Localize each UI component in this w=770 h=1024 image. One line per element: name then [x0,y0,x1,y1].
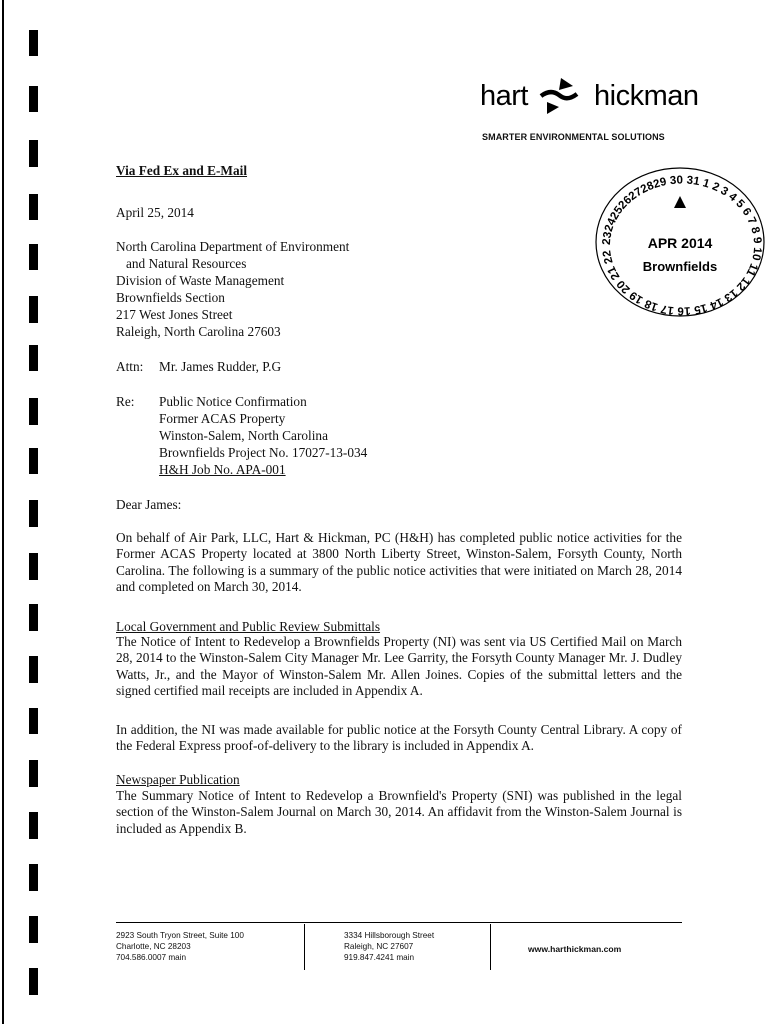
scan-binding-mark [29,500,38,527]
stamp-date: APR 2014 [647,235,713,251]
scan-binding-mark [29,448,38,474]
scan-binding-mark [29,708,38,734]
body-paragraph-library: In addition, the NI was made available for public notice at the Forsyth County Central Library. A copy of the Federal Express proof-of-delivery to the library is included in Appendix A. [116,722,682,754]
logo-mark-icon [537,76,581,116]
scan-binding-mark [29,916,38,943]
address-line: Division of Waste Management [116,273,285,288]
footer-line: 2923 South Tryon Street, Suite 100 [116,931,244,940]
scan-edge-line [2,0,4,1024]
footer-divider [490,924,491,970]
attn-label: Attn: [116,359,144,374]
intro-paragraph: On behalf of Air Park, LLC, Hart & Hickman, PC (H&H) has completed public notice activities for the Former ACAS Property located at 3800 North Liberty Street, Winston-Salem, Forsyth County, North Carolina. The following is a summary of the public notice activities that were initiated on March 28, 2014 and completed on March 30, 2014. [116,530,682,594]
scan-binding-mark [29,194,38,220]
scan-binding-mark [29,604,38,631]
delivery-method: Via Fed Ex and E-Mail [116,163,248,178]
footer-line: Raleigh, NC 27607 [344,942,414,951]
salutation: Dear James: [116,497,182,512]
letter-date: April 25, 2014 [116,205,194,220]
footer-line: 919.847.4241 main [344,953,415,962]
body-paragraph-submittals: The Notice of Intent to Redevelop a Brownfields Property (NI) was sent via US Certified Mail on March 28, 2014 to the Winston-Salem City Manager Mr. Lee Garrity, the Forsyth County Manager Mr. J. Dudley Watts, Jr., and the Mayor of Winston-Salem Mr. Allen Joines. Copies of the submittal letters and the signed certified mail receipts are included in Appendix A. [116,634,682,698]
footer-divider [304,924,305,970]
logo-word-hickman: hickman [594,80,699,112]
address-line: Brownfields Section [116,290,225,305]
address-line: Raleigh, North Carolina 27603 [116,324,281,339]
footer-office-raleigh [344,930,434,963]
body-paragraph-newspaper: The Summary Notice of Intent to Redevelop a Brownfield's Property (SNI) was published in the legal section of the Winston-Salem Journal on March 30, 2014. An affidavit from the Winston-Salem Journal is included as Appendix B. [116,788,682,836]
scan-binding-mark [29,30,38,56]
address-line: 217 West Jones Street [116,307,233,322]
scan-binding-mark [29,760,38,787]
subject-line: Former ACAS Property [159,411,286,426]
stamp-section: Brownfields [642,259,718,274]
re-label: Re: [116,394,135,409]
scan-binding-mark [29,656,38,683]
footer-website-link[interactable]: www.harthickman.com [528,944,622,954]
logo-word-hart: hart [480,80,528,112]
scan-binding-mark [29,345,38,371]
received-stamp [580,160,770,330]
company-logo [480,76,699,116]
stamp-arrow-icon [674,196,686,208]
scan-binding-mark [29,244,38,270]
address-line: and Natural Resources [126,256,247,271]
subject-line: Public Notice Confirmation [159,394,307,409]
footer-office-charlotte [116,930,244,963]
scan-binding-mark [29,398,38,425]
scan-binding-mark [29,296,38,323]
scan-binding-mark [29,86,38,112]
footer-line: 704.586.0007 main [116,953,187,962]
section-heading-local-government: Local Government and Public Review Submittals [116,619,381,634]
subject-line: Brownfields Project No. 17027-13-034 [159,445,368,460]
footer-line: Charlotte, NC 28203 [116,942,191,951]
scan-binding-mark [29,864,38,891]
scan-binding-mark [29,812,38,839]
section-heading-newspaper: Newspaper Publication [116,772,240,787]
scan-binding-mark [29,968,38,995]
address-line: North Carolina Department of Environment [116,239,350,254]
subject-line: Winston-Salem, North Carolina [159,428,328,443]
scan-binding-mark [29,140,38,167]
footer-rule [116,922,682,923]
scan-binding-mark [29,553,38,580]
attn-value: Mr. James Rudder, P.G [159,359,282,374]
stamp-ring-numbers: 23242526272829 30 31 1 2 3 4 5 6 7 8 9 10 11 12 13 14 15 16 17 18 19 20 21 22 [600,174,764,317]
footer-line: 3334 Hillsborough Street [344,931,435,940]
subject-job-number: H&H Job No. APA-001 [159,462,286,477]
company-tagline: SMARTER ENVIRONMENTAL SOLUTIONS [482,132,665,142]
